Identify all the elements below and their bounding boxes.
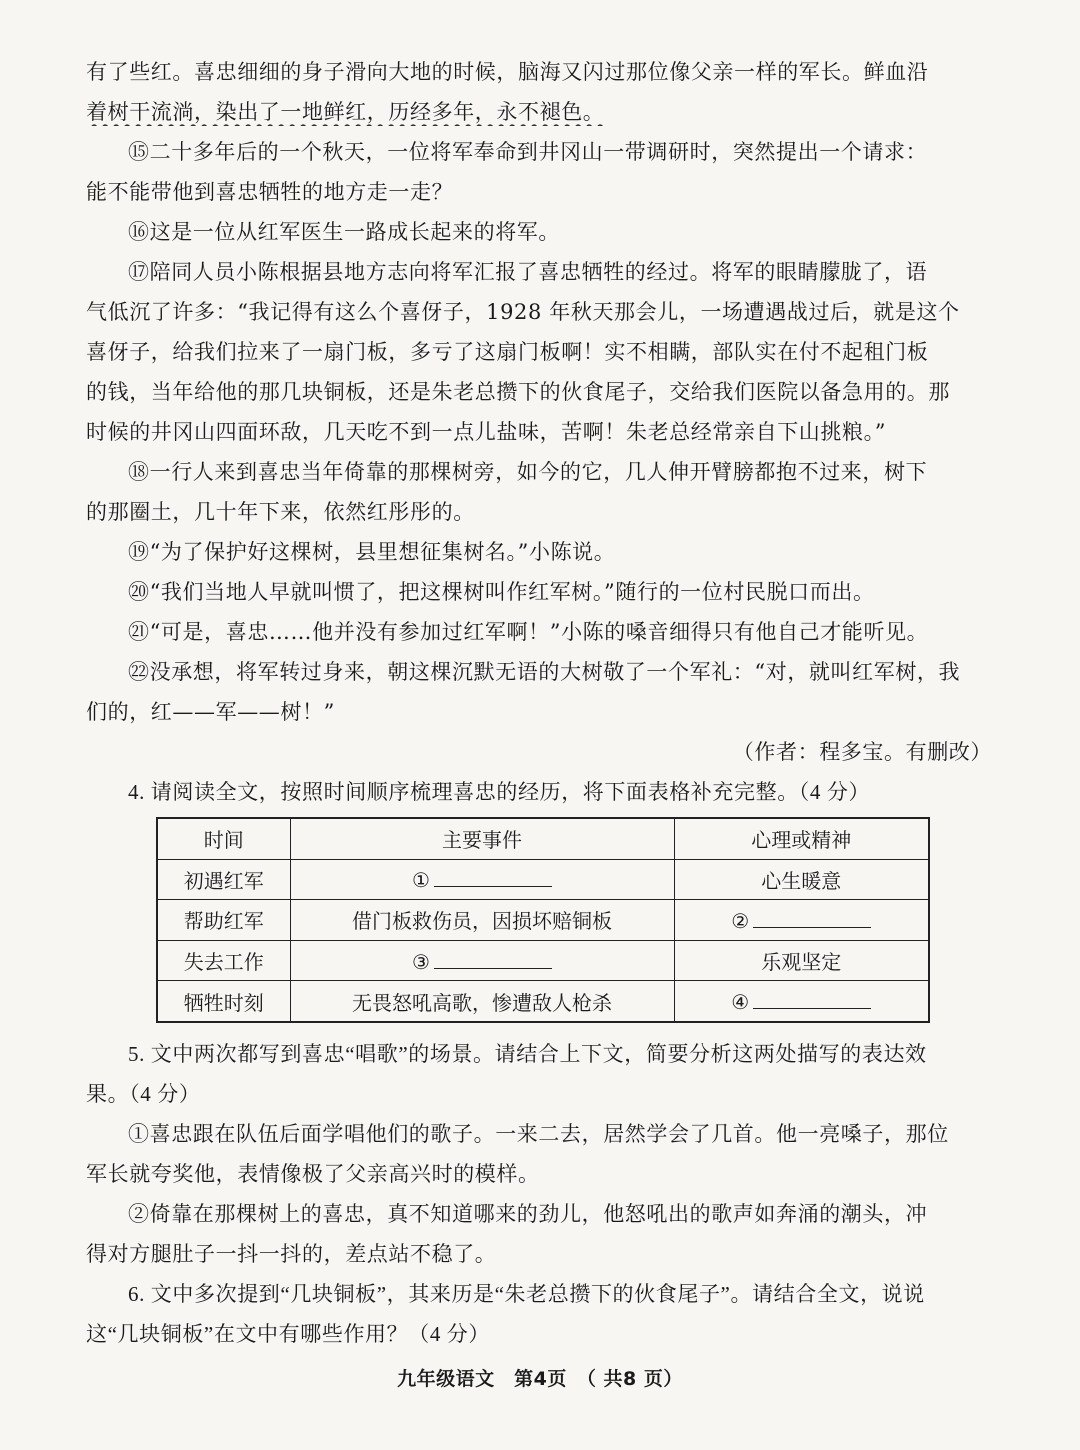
paragraph-22: ㉒没承想，将军转过身来，朝这棵沉默无语的大树敬了一个军礼：“对，就叫红军树，我	[128, 660, 961, 684]
experience-table	[156, 817, 930, 1023]
quote-1-cont: 军长就夸奖他，表情像极了父亲高兴时的模样。	[86, 1162, 540, 1186]
header-feeling: 心理或精神	[674, 818, 929, 859]
cell-feeling: 心生暖意	[674, 859, 929, 900]
cell-time: 失去工作	[157, 940, 290, 981]
passage-line-underlined: 着树干流淌，染出了一地鲜红，历经多年，永不褪色。	[86, 100, 605, 124]
table-row	[157, 981, 929, 1022]
cell-time: 初遇红军	[157, 859, 290, 900]
paragraph-17-cont: 的钱，当年给他的那几块铜板，还是朱老总攒下的伙食尾子，交给我们医院以备急用的。那	[86, 380, 950, 404]
cell-time: 帮助红军	[157, 900, 290, 941]
cell-feeling: 乐观坚定	[674, 940, 929, 981]
paragraph-22-cont: 们的，红——军——树！”	[86, 700, 335, 724]
paragraph-20: ⑳“我们当地人早就叫惯了，把这棵树叫作红军树。”随行的一位村民脱口而出。	[128, 580, 875, 604]
cell-event-blank[interactable]	[290, 859, 674, 900]
paragraph-18-cont: 的那圈土，几十年下来，依然红彤彤的。	[86, 500, 475, 524]
answer-blank[interactable]	[753, 907, 871, 928]
answer-blank[interactable]	[434, 866, 552, 887]
table-header-row	[157, 818, 929, 859]
quote-2: ②倚靠在那棵树上的喜忠，真不知道哪来的劲儿，他怒吼出的歌声如奔涌的潮头，冲	[128, 1202, 928, 1226]
blank-number: ④	[731, 990, 750, 1015]
page-footer: 九年级语文 第4页 （ 共8 页）	[397, 1368, 683, 1390]
blank-number: ②	[731, 908, 750, 933]
paragraph-15: ⑮二十多年后的一个秋天，一位将军奉命到井冈山一带调研时，突然提出一个请求：	[128, 140, 928, 164]
cell-event: 无畏怒吼高歌，惨遭敌人枪杀	[290, 981, 674, 1022]
paragraph-17-cont: 气低沉了许多：“我记得有这么个喜伢子，1928 年秋天那会儿，一场遭遇战过后，就是这个	[86, 300, 960, 324]
cell-event-blank[interactable]	[290, 940, 674, 981]
blank-number: ③	[412, 949, 430, 974]
paragraph-17-cont: 时候的井冈山四面环敌，几天吃不到一点儿盐味，苦啊！朱老总经常亲自下山挑粮。”	[86, 420, 887, 444]
question-5-cont: 果。（4 分）	[86, 1082, 201, 1106]
table-row	[157, 859, 929, 900]
answer-blank[interactable]	[753, 988, 871, 1009]
header-time: 时间	[157, 818, 290, 859]
paragraph-21: ㉑“可是，喜忠……他并没有参加过红军啊！”小陈的嗓音细得只有他自己才能听见。	[128, 620, 929, 644]
passage-line: 有了些红。喜忠细细的身子滑向大地的时候，脑海又闪过那位像父亲一样的军长。鲜血沿	[86, 60, 929, 84]
paragraph-15-cont: 能不能带他到喜忠牺牲的地方走一走？	[86, 180, 454, 204]
blank-number: ①	[412, 868, 430, 893]
paragraph-16: ⑯这是一位从红军医生一路成长起来的将军。	[128, 220, 560, 244]
quote-1: ①喜忠跟在队伍后面学唱他们的歌子。一来二去，居然学会了几首。他一亮嗓子，那位	[128, 1122, 949, 1146]
header-event: 主要事件	[290, 818, 674, 859]
table-row	[157, 900, 929, 941]
cell-feeling-blank[interactable]	[674, 981, 929, 1022]
cell-time: 牺牲时刻	[157, 981, 290, 1022]
answer-blank[interactable]	[434, 948, 552, 969]
paragraph-17-cont: 喜伢子，给我们拉来了一扇门板，多亏了这扇门板啊！实不相瞒，部队实在付不起租门板	[86, 340, 929, 364]
table-row	[157, 940, 929, 981]
paragraph-19: ⑲“为了保护好这棵树，县里想征集树名。”小陈说。	[128, 540, 616, 564]
question-5: 5. 文中两次都写到喜忠“唱歌”的场景。请结合上下文，简要分析这两处描写的表达效	[128, 1042, 927, 1066]
paragraph-17: ⑰陪同人员小陈根据县地方志向将军汇报了喜忠牺牲的经过。将军的眼睛朦胧了，语	[128, 260, 928, 284]
cell-event: 借门板救伤员，因损坏赔铜板	[290, 900, 674, 941]
paragraph-18: ⑱一行人来到喜忠当年倚靠的那棵树旁，如今的它，几人伸开臂膀都抱不过来，树下	[128, 460, 928, 484]
cell-feeling-blank[interactable]	[674, 900, 929, 941]
question-6-cont: 这“几块铜板”在文中有哪些作用？（4 分）	[86, 1322, 490, 1346]
question-4: 4. 请阅读全文，按照时间顺序梳理喜忠的经历，将下面表格补充完整。（4 分）	[128, 780, 871, 804]
author-credit: （作者：程多宝。有删改）	[732, 740, 992, 764]
quote-2-cont: 得对方腿肚子一抖一抖的，差点站不稳了。	[86, 1242, 497, 1266]
question-6: 6. 文中多次提到“几块铜板”，其来历是“朱老总攒下的伙食尾子”。请结合全文，说说	[128, 1282, 925, 1306]
